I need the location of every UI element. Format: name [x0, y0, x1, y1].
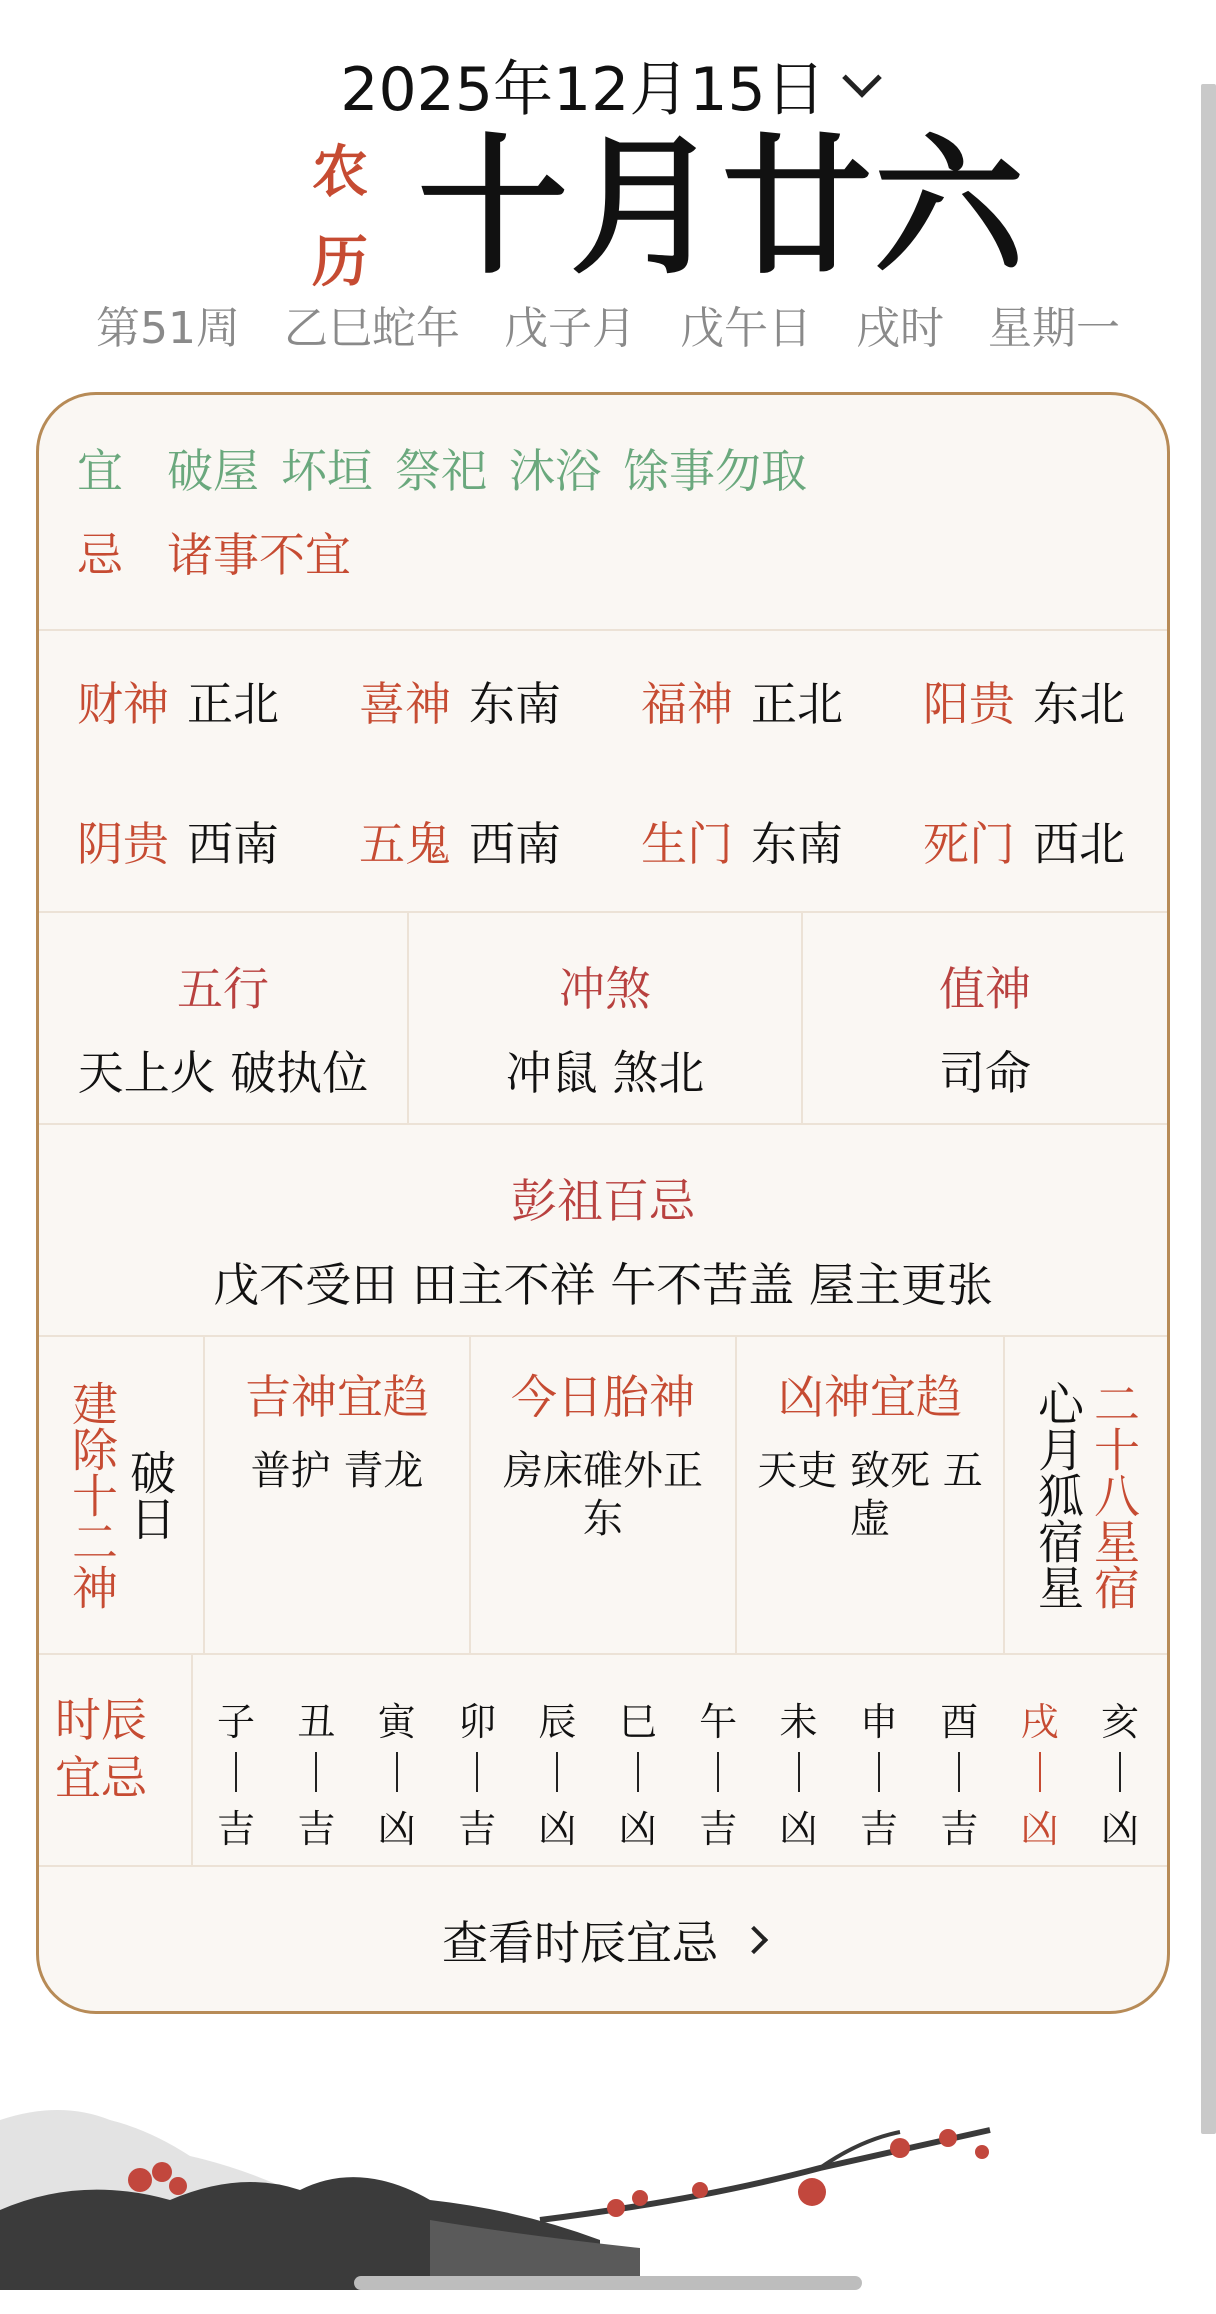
hour-item-current [1011, 1691, 1069, 1865]
shen-key: 喜神 [359, 677, 451, 731]
weekday: 星期一 [988, 303, 1120, 354]
hour-zhi: 巳 [618, 1700, 657, 1744]
scrollbar[interactable] [1201, 84, 1216, 2134]
shen-key: 财神 [77, 677, 169, 731]
zhishen-title: 值神 [939, 962, 1031, 1016]
yi-item: 祭祀 [395, 444, 487, 498]
zhishen-value: 司命 [939, 1046, 1031, 1100]
yi-row [77, 435, 807, 501]
shen-value: 西南 [187, 817, 279, 871]
taishen-value: 房床碓外正东 [503, 1448, 703, 1542]
chongsha-cell [409, 913, 803, 1123]
lunar-tag [308, 128, 372, 308]
shen-item [39, 631, 321, 771]
hour-result: 吉 [297, 1807, 336, 1851]
shen-item [321, 771, 603, 911]
hour-result: 吉 [859, 1807, 898, 1851]
pengzu-section [39, 1125, 1167, 1337]
jianchu-cell [39, 1337, 205, 1653]
almanac-card [36, 392, 1170, 2014]
hour-item [368, 1691, 426, 1865]
shen-item [321, 631, 603, 771]
hour-result: 吉 [458, 1807, 497, 1851]
hour-item [1091, 1691, 1149, 1865]
wuxing-value: 天上火 破执位 [77, 1046, 369, 1100]
jianchu-value: 破日 [123, 1449, 177, 1541]
wuxing-title: 五行 [177, 962, 269, 1016]
home-indicator[interactable] [354, 2276, 862, 2290]
chongsha-title: 冲煞 [559, 962, 651, 1016]
shen-value: 东北 [1033, 677, 1125, 731]
year-ganzhi: 乙巳蛇年 [284, 303, 460, 354]
hour-result: 凶 [377, 1807, 416, 1851]
shen-key: 福神 [641, 677, 733, 731]
shen-item [39, 771, 321, 911]
xiu-value: 心月狐宿星 [1031, 1380, 1085, 1610]
hour-result: 吉 [940, 1807, 979, 1851]
shen-value: 西南 [469, 817, 561, 871]
pengzu-title: 彭祖百忌 [511, 1174, 695, 1228]
hour-item [207, 1691, 265, 1865]
hour-result: 凶 [618, 1807, 657, 1851]
hour-item [930, 1691, 988, 1865]
shen-value: 正北 [751, 677, 843, 731]
lunar-date: 十月廿六 [418, 121, 1027, 295]
day-ganzhi: 戊午日 [680, 303, 812, 354]
shen-key: 生门 [641, 817, 733, 871]
hours-label-line: 宜忌 [55, 1751, 147, 1805]
xiongshen-title: 凶神宜趋 [778, 1370, 962, 1424]
jishen-value: 普护 青龙 [250, 1448, 424, 1494]
xiu-label: 二十八星宿 [1087, 1380, 1141, 1610]
gods-direction-section [39, 631, 1167, 913]
hour-result: 吉 [699, 1807, 738, 1851]
yi-label: 宜 [77, 444, 123, 498]
chongsha-value: 冲鼠 煞北 [505, 1046, 705, 1100]
hour-item [609, 1691, 667, 1865]
shen-key: 阴贵 [77, 817, 169, 871]
hour-zhi: 子 [216, 1700, 255, 1744]
xiongshen-value: 天吏 致死 五虚 [757, 1448, 983, 1542]
yi-item: 沐浴 [509, 444, 601, 498]
hour-zhi: 酉 [940, 1700, 979, 1744]
date-info-line [0, 292, 1216, 356]
yi-item: 破屋 [167, 444, 259, 498]
hour-item [770, 1691, 828, 1865]
hour-zhi: 申 [859, 1700, 898, 1744]
chevron-right-icon [740, 1926, 768, 1954]
xiongshen-cell [737, 1337, 1005, 1653]
hour-zhi: 未 [779, 1700, 818, 1744]
xiu-cell [1005, 1337, 1167, 1653]
ink-landscape-decoration [0, 2060, 1216, 2290]
shen-item [603, 631, 885, 771]
hour-zhi: 亥 [1100, 1700, 1139, 1744]
shen-key: 五鬼 [359, 817, 451, 871]
month-ganzhi: 戊子月 [504, 303, 636, 354]
hour-result: 凶 [1100, 1807, 1139, 1851]
shen-value: 东南 [469, 677, 561, 731]
lunar-tag-char: 历 [312, 230, 368, 295]
shen-value: 东南 [751, 817, 843, 871]
hour-result: 吉 [216, 1807, 255, 1851]
shen-value: 正北 [187, 677, 279, 731]
taishen-cell [471, 1337, 737, 1653]
hour-zhi: 丑 [297, 1700, 336, 1744]
jishen-cell [205, 1337, 471, 1653]
hour-item [850, 1691, 908, 1865]
yi-item: 馀事勿取 [623, 444, 807, 498]
hour-zhi: 寅 [377, 1700, 416, 1744]
ji-row [77, 519, 351, 585]
hour-item [528, 1691, 586, 1865]
hour-item [689, 1691, 747, 1865]
lunar-tag-char: 农 [312, 140, 368, 205]
hour-zhi: 卯 [458, 1700, 497, 1744]
pengzu-value: 戊不受田 田主不祥 午不苦盖 屋主更张 [213, 1258, 993, 1312]
date-picker[interactable] [0, 42, 1216, 128]
ji-item: 诸事不宜 [167, 528, 351, 582]
hours-section [39, 1655, 1167, 1867]
zhishen-cell [803, 913, 1167, 1123]
hour-item [287, 1691, 345, 1865]
yiji-section [39, 395, 1167, 631]
shen-key: 死门 [923, 817, 1015, 871]
week-number: 第51周 [96, 303, 240, 354]
hour-result: 凶 [1020, 1807, 1059, 1851]
hour-zhi: 辰 [538, 1700, 577, 1744]
shen-item [603, 771, 885, 911]
hours-label [39, 1655, 193, 1865]
three-col-section [39, 913, 1167, 1125]
jianchu-label: 建除十二神 [65, 1380, 119, 1610]
ji-label: 忌 [77, 528, 123, 582]
view-hours-button[interactable] [39, 1867, 1167, 2013]
shen-item [885, 771, 1167, 911]
hour-item [448, 1691, 506, 1865]
shen-key: 阳贵 [923, 677, 1015, 731]
hours-label-line: 时辰 [55, 1693, 147, 1747]
shen-value: 西北 [1033, 817, 1125, 871]
hours-list [193, 1655, 1167, 1865]
gods-section [39, 1337, 1167, 1655]
taishen-title: 今日胎神 [511, 1370, 695, 1424]
hour-result: 凶 [538, 1807, 577, 1851]
chevron-down-icon [842, 58, 882, 98]
wuxing-cell [39, 913, 409, 1123]
view-hours-label: 查看时辰宜忌 [442, 1916, 718, 1970]
hour-ganzhi: 戌时 [856, 303, 944, 354]
hour-result: 凶 [779, 1807, 818, 1851]
jishen-title: 吉神宜趋 [245, 1370, 429, 1424]
shen-item [885, 631, 1167, 771]
yi-item: 坏垣 [281, 444, 373, 498]
hour-zhi: 午 [699, 1700, 738, 1744]
date-text: 2025年12月15日 [340, 55, 826, 125]
hour-zhi: 戌 [1020, 1700, 1059, 1744]
